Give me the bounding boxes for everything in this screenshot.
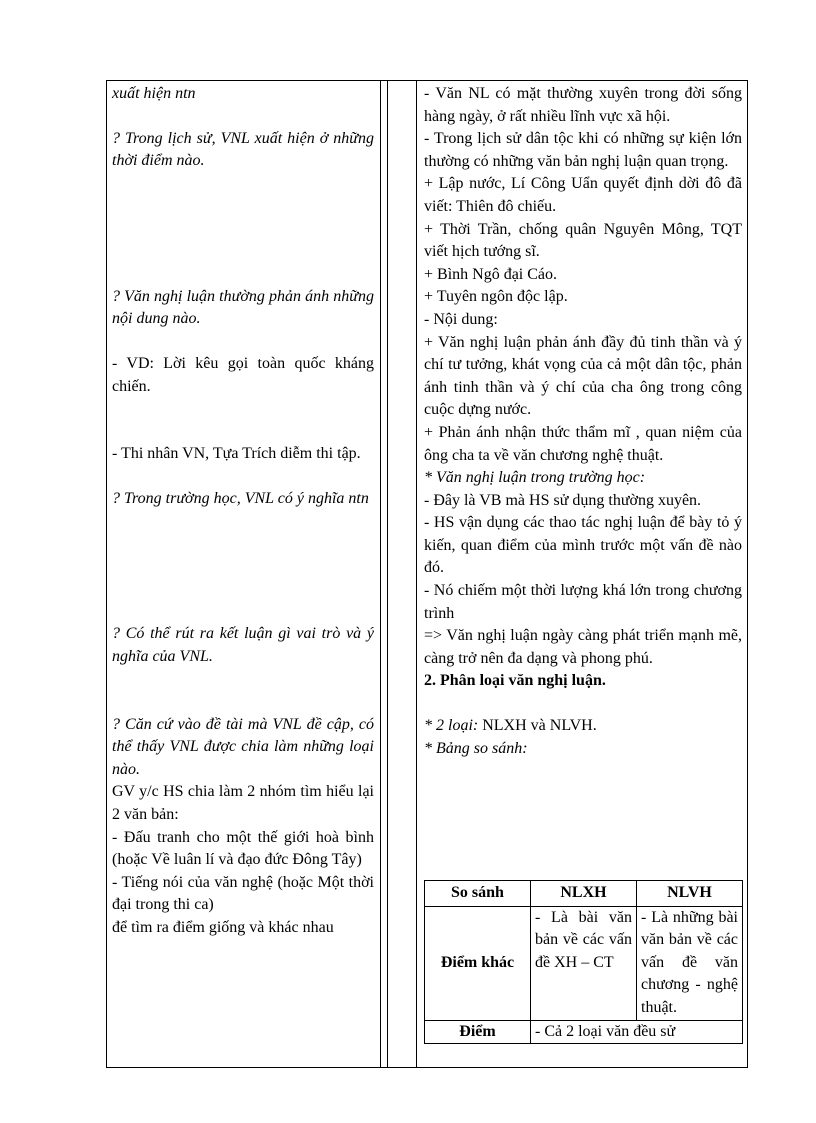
left-paragraph: ? Có thể rút ra kết luận gì vai trò và ý nghĩa của VNL.	[112, 625, 374, 665]
right-paragraph: - HS vận dụng các thao tác nghị luận để bày tỏ ý kiến, quan điểm của mình trước một vấn đề nào đó.	[424, 514, 742, 577]
left-paragraph: - Thi nhân VN, Tựa Trích diễm thi tập.	[112, 445, 361, 463]
right-paragraph: - Trong lịch sử dân tộc khi có những sự kiện lớn thường có những văn bản nghị luận quan trọng.	[424, 130, 742, 170]
right-paragraph: + Thời Trần, chống quân Nguyên Mông, TQT viết hịch tướng sĩ.	[424, 220, 742, 261]
right-paragraph: + Bình Ngô đại Cáo.	[424, 265, 558, 283]
header-cell: NLVH	[637, 881, 743, 907]
right-paragraph: => Văn nghị luận ngày càng phát triển mạnh mẽ, càng trở nên đa dạng và phong phú.	[424, 627, 742, 667]
table-cell: - Là những bài văn bản về các vấn đề văn chương - nghệ thuật.	[637, 906, 743, 1020]
right-paragraph: - Nó chiếm một thời lượng khá lớn trong chương trình	[424, 582, 742, 622]
teacher-activity-column	[112, 83, 374, 939]
left-paragraph: xuất hiện ntn	[112, 85, 196, 102]
left-paragraph: ? Văn nghị luận thường phản ánh những nội dung nào.	[112, 287, 374, 328]
table-row	[425, 906, 743, 1020]
right-paragraph: - Văn NL có mặt thường xuyên trong đời sống hàng ngày, ở rất nhiều lĩnh vực xã hội.	[424, 85, 742, 125]
left-paragraph: - VD: Lời kêu gọi toàn quốc kháng chiến.	[112, 354, 374, 395]
right-paragraph: * Bảng so sánh:	[424, 739, 528, 757]
table-row	[425, 1020, 743, 1044]
table-cell: - Là bài văn bản về các vấn đề XH – CT	[531, 906, 637, 1020]
comparison-table	[424, 880, 743, 1044]
right-paragraph: * Văn nghị luận trong trường học:	[424, 469, 646, 487]
row-label: Điểm	[425, 1020, 531, 1044]
left-paragraph: ? Căn cứ vào đề tài mà VNL đề cập, có thể thấy VNL được chia làm những loại nào.	[112, 715, 374, 778]
column-divider-2	[387, 80, 388, 1068]
section-heading: 2. Phân loại văn nghị luận.	[424, 672, 606, 690]
right-paragraph: + Tuyên ngôn độc lập.	[424, 288, 568, 306]
left-paragraph: - Tiếng nói của văn nghệ (hoặc Một thời đại trong thi ca)	[112, 873, 374, 914]
row-label: Điểm khác	[425, 906, 531, 1020]
right-paragraph: + Phản ánh nhận thức thẩm mĩ , quan niệm của ông cha ta về văn chương nghệ thuật.	[424, 423, 742, 464]
left-paragraph: - Đấu tranh cho một thế giới hoà bình (hoặc Về luân lí và đạo đức Đông Tây)	[112, 828, 374, 869]
classification-value: NLXH và NLVH.	[482, 717, 597, 735]
right-paragraph: + Lập nước, Lí Công Uẩn quyết định dời đô đã viết: Thiên đô chiếu.	[424, 175, 742, 215]
classification-label: * 2 loại:	[424, 717, 483, 735]
column-divider-3	[416, 80, 417, 1068]
right-paragraph: + Văn nghị luận phản ánh đầy đủ tinh thần và ý chí tư tưởng, khát vọng của cả một dân tộc, phản ánh tinh thần và ý chí của cha ông trong công cuộc dựng nước.	[424, 333, 742, 419]
column-divider-1	[380, 80, 381, 1068]
table-header-row	[425, 881, 743, 907]
left-paragraph: để tìm ra điểm giống và khác nhau	[112, 918, 334, 936]
right-paragraph: - Đây là VB mà HS sử dụng thường xuyên.	[424, 491, 702, 509]
left-paragraph: GV y/c HS chia làm 2 nhóm tìm hiểu lại 2 văn bản:	[112, 783, 374, 823]
table-cell: - Cả 2 loại văn đều sử	[531, 1020, 743, 1044]
right-paragraph	[424, 715, 742, 738]
left-paragraph: ? Trong trường học, VNL có ý nghĩa ntn	[112, 489, 369, 507]
right-paragraph: - Nội dung:	[424, 310, 498, 328]
left-paragraph: ? Trong lịch sử, VNL xuất hiện ở những thời điểm nào.	[112, 129, 374, 170]
header-cell: NLXH	[531, 881, 637, 907]
header-cell: So sánh	[425, 881, 531, 907]
content-column	[424, 83, 742, 760]
